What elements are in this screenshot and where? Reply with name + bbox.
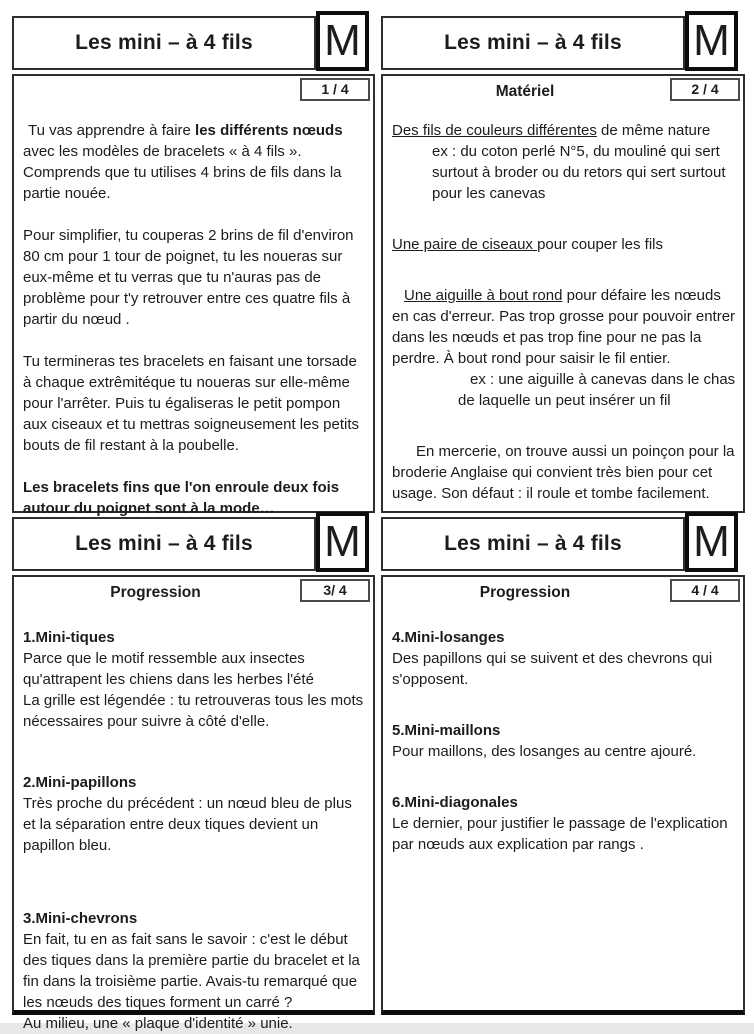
page3-subtitle: Progression bbox=[110, 584, 201, 601]
text-run: pour couper les fils bbox=[537, 236, 663, 253]
section-heading: 3.Mini-chevrons bbox=[23, 910, 138, 927]
page2-content bbox=[383, 76, 743, 504]
page3-body bbox=[12, 575, 375, 1032]
material-item-poincon: En mercerie, on trouve aussi un poinçon pour la broderie Anglaise qui convient très bien pour cet usage. Son défaut : il roule et tombe facilement. bbox=[392, 443, 735, 502]
page1-body bbox=[12, 74, 375, 517]
page2-logo-m bbox=[685, 11, 738, 71]
section-mini-losanges bbox=[392, 627, 737, 690]
section-line: Très proche du précédent : un nœud bleu de plus et la séparation entre deux tiques devient un papillon bleu. bbox=[23, 795, 352, 854]
paragraph-simplify: Pour simplifier, tu couperas 2 brins de fil d'environ 80 cm pour 1 tour de poignet, tu les noueras sur eux-même et tu verras que tu n'auras pas de problème pour t'y retrouver entre ces quatre fils à partir du nœud . bbox=[23, 227, 354, 328]
section-mini-chevrons bbox=[23, 908, 367, 1034]
section-heading: 6.Mini-diagonales bbox=[392, 794, 518, 811]
section-line: Des papillons qui se suivent et des chevrons qui s'opposent. bbox=[392, 650, 713, 688]
logo-letter: M bbox=[324, 16, 361, 65]
section-heading: 2.Mini-papillons bbox=[23, 774, 137, 791]
text-run: avec les modèles de bracelets « à 4 fils ». Comprends que tu utilises 4 brins de fils dans la partie nouée. bbox=[23, 143, 342, 202]
page1-logo-m bbox=[316, 11, 369, 71]
material-item-ciseaux bbox=[392, 234, 737, 255]
page4-content bbox=[383, 577, 743, 855]
page3-title-box bbox=[12, 517, 316, 571]
logo-letter: M bbox=[693, 517, 730, 566]
section-mini-tiques bbox=[23, 627, 367, 732]
section-line: Parce que le motif ressemble aux insectes qu'attrapent les chiens dans les herbes l'été bbox=[23, 650, 314, 688]
page1-title-box bbox=[12, 16, 316, 70]
page1-number-badge: 1 / 4 bbox=[300, 78, 370, 101]
page3-title: Les mini – à 4 fils bbox=[75, 532, 253, 555]
logo-letter: M bbox=[693, 16, 730, 65]
material-item-aiguille bbox=[392, 285, 737, 411]
page4-title: Les mini – à 4 fils bbox=[444, 532, 622, 555]
text-run: Tu vas apprendre à faire bbox=[28, 122, 196, 139]
page1-title: Les mini – à 4 fils bbox=[75, 31, 253, 54]
page2-body bbox=[381, 74, 745, 513]
page4-body bbox=[381, 575, 745, 1015]
text-run: de même nature bbox=[596, 122, 711, 139]
section-heading: 4.Mini-losanges bbox=[392, 629, 505, 646]
material-item-fils bbox=[392, 120, 737, 204]
section-line: En fait, tu en as fait sans le savoir : c'est le début des tiques dans la première partie du bracelet et la fin dans la troisième partie. Avais-tu remarqué que les nœuds des tiques forment un carré ? bbox=[23, 931, 360, 1011]
section-mini-papillons bbox=[23, 772, 367, 856]
material-example: ex : une aiguille à canevas dans le chas de laquelle un peut insérer un fil bbox=[458, 371, 736, 409]
page2-title-box bbox=[381, 16, 685, 70]
section-line: Pour maillons, des losanges au centre ajouré. bbox=[392, 743, 697, 760]
page3-content bbox=[14, 577, 373, 1034]
section-line: Au milieu, une « plaque d'identité » unie. bbox=[23, 1015, 293, 1032]
page2-title: Les mini – à 4 fils bbox=[444, 31, 622, 54]
text-run-underlined: Une paire de ciseaux bbox=[392, 236, 538, 253]
page4-subtitle: Progression bbox=[479, 584, 571, 601]
logo-letter: M bbox=[324, 517, 361, 566]
page3-logo-m bbox=[316, 512, 369, 572]
paragraph-intro bbox=[23, 120, 367, 204]
text-run-bold: les différents nœuds bbox=[195, 122, 343, 139]
section-heading: 5.Mini-maillons bbox=[392, 722, 501, 739]
page4-title-box bbox=[381, 517, 685, 571]
material-example: ex : du coton perlé N°5, du mouliné qui sert surtout à broder ou du retors qui sert surtout pour les canevas bbox=[432, 143, 726, 202]
page4-logo-m bbox=[685, 512, 738, 572]
section-mini-maillons bbox=[392, 720, 737, 762]
text-run-underlined: Des fils de couleurs différentes bbox=[392, 122, 597, 139]
section-heading: 1.Mini-tiques bbox=[23, 629, 115, 646]
text-run: pour défaire les nœuds en cas d'erreur. Pas trop grosse pour pouvoir entrer dans les nœuds et pas trop fine pour ne pas la perdre. À bout rond pour saisir le fil entier. bbox=[392, 287, 736, 367]
page1-content bbox=[14, 76, 373, 519]
page3-number-badge: 3/ 4 bbox=[300, 579, 370, 602]
section-mini-diagonales bbox=[392, 792, 737, 855]
page4-number-badge: 4 / 4 bbox=[670, 579, 740, 602]
text-run-underlined: Une aiguille à bout rond bbox=[404, 287, 563, 304]
page2-number-badge: 2 / 4 bbox=[670, 78, 740, 101]
section-line: Le dernier, pour justifier le passage de l'explication par nœuds aux explication par rangs . bbox=[392, 815, 728, 853]
page2-subtitle: Matériel bbox=[495, 83, 555, 100]
section-line: La grille est légendée : tu retrouveras tous les mots nécessaires pour suivre à côté d'elle. bbox=[23, 692, 364, 730]
paragraph-finish: Tu termineras tes bracelets en faisant une torsade à chaque extrêmitéque tu noueras sur elle-même pour l'arrêter. Puis tu égaliseras le petit pompon aux ciseaux et tu mettras soigneusement les petits bouts de fil restant à la poubelle. bbox=[23, 353, 360, 454]
paragraph-mode-bold: Les bracelets fins que l'on enroule deux fois autour du poignet sont à la mode… bbox=[23, 479, 340, 517]
